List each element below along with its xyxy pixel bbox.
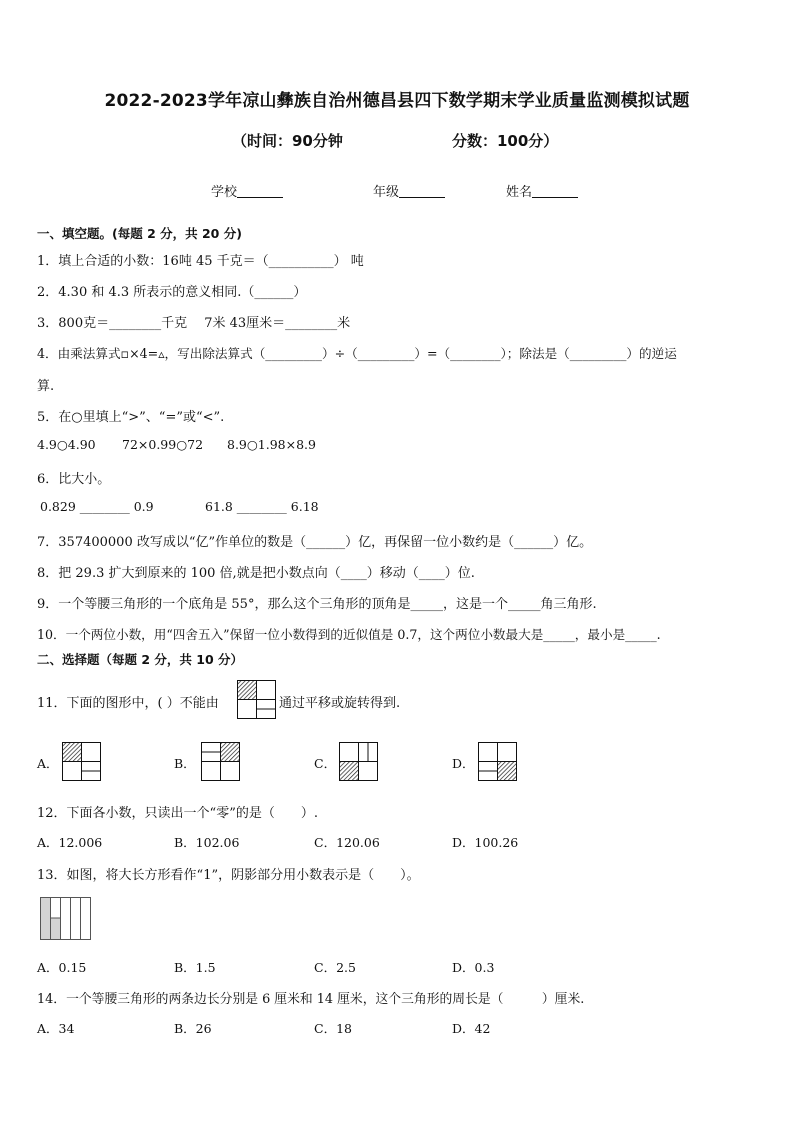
exam-time: （时间：90分钟	[232, 132, 343, 150]
q11-option-b-figure[interactable]	[201, 742, 241, 782]
section-2-heading: 二、选择题（每题 2 分，共 10 分）	[37, 652, 244, 667]
name-blank[interactable]	[532, 184, 578, 198]
grade-field[interactable]	[373, 181, 445, 200]
question-3: 3．800克＝________千克 7米 43厘米＝________米	[37, 316, 351, 331]
q12-option-d[interactable]: D．100.26	[452, 835, 519, 850]
grade-blank[interactable]	[399, 184, 445, 198]
school-blank[interactable]	[237, 184, 283, 198]
q14-option-b[interactable]: B．26	[174, 1021, 212, 1036]
q5-item: 8.9○1.98×8.9	[227, 437, 316, 452]
q11-option-a[interactable]: A．	[37, 756, 59, 771]
q12-option-c[interactable]: C．120.06	[314, 835, 380, 850]
name-field[interactable]	[506, 181, 578, 200]
q11-option-b[interactable]: B．	[174, 756, 196, 771]
section-1-heading: 一、填空题。(每题 2 分，共 20 分)	[37, 226, 242, 241]
q5-item: 4.9○4.90	[37, 437, 96, 452]
q11-option-d[interactable]: D．	[452, 756, 475, 771]
q6-item: 0.829 ________ 0.9	[40, 499, 154, 514]
q13-option-a[interactable]: A．0.15	[37, 960, 87, 975]
school-field[interactable]	[211, 181, 283, 200]
question-7: 7．357400000 改写成以“亿”作单位的数是（______）亿，再保留一位小数约是（______）亿。	[37, 535, 593, 550]
q14-option-d[interactable]: D．42	[452, 1021, 491, 1036]
q6-item: 61.8 ________ 6.18	[205, 499, 319, 514]
question-14: 14．一个等腰三角形的两条边长分别是 6 厘米和 14 厘米，这个三角形的周长是（ ）厘米.	[37, 992, 585, 1007]
q13-option-c[interactable]: C．2.5	[314, 960, 356, 975]
q11-option-c-figure[interactable]	[339, 742, 379, 782]
question-8: 8．把 29.3 扩大到原来的 100 倍,就是把小数点向（____）移动（____）位.	[37, 566, 475, 581]
question-5: 5．在○里填上“>”、“=”或“<”.	[37, 410, 225, 425]
grade-label: 年级	[373, 185, 400, 200]
q11-option-d-figure[interactable]	[478, 742, 518, 782]
q11-option-a-figure[interactable]	[62, 742, 102, 782]
question-11: 11．下面的图形中，( ）不能由	[37, 696, 219, 711]
q12-option-b[interactable]: B．102.06	[174, 835, 240, 850]
q11-reference-figure	[237, 680, 277, 720]
q11-option-c[interactable]: C．	[314, 756, 337, 771]
page-title: 2022-2023学年凉山彝族自治州德昌县四下数学期末学业质量监测模拟试题	[104, 91, 690, 111]
question-11-cont: 通过平移或旋转得到.	[279, 696, 401, 711]
question-4-cont: 算.	[37, 379, 55, 394]
question-6: 6．比大小。	[37, 472, 111, 487]
q12-option-a[interactable]: A．12.006	[37, 835, 103, 850]
question-10: 10．一个两位小数，用“四舍五入”保留一位小数得到的近似值是 0.7，这个两位小数最大是_____，最小是_____.	[37, 627, 661, 642]
question-4: 4．由乘法算式▫×4=▵，写出除法算式（_________）÷（_________）=（________）；除法是（_________）的逆运	[37, 346, 677, 361]
school-label: 学校	[211, 185, 238, 200]
question-9: 9．一个等腰三角形的一个底角是 55°，那么这个三角形的顶角是_____，这是一个_____角三角形.	[37, 597, 597, 612]
exam-score: 分数：100分）	[452, 132, 559, 150]
q5-item: 72×0.99○72	[122, 437, 204, 452]
name-label: 姓名	[506, 185, 533, 200]
q13-option-b[interactable]: B．1.5	[174, 960, 216, 975]
question-13: 13．如图，将大长方形看作“1”，阴影部分用小数表示是（ ）。	[37, 868, 420, 883]
question-1: 1．填上合适的小数：16吨 45 千克＝（__________） 吨	[37, 254, 364, 269]
question-2: 2．4.30 和 4.3 所表示的意义相同.（______）	[37, 285, 307, 300]
q14-option-c[interactable]: C．18	[314, 1021, 352, 1036]
q13-rectangle-figure	[40, 897, 92, 941]
q14-option-a[interactable]: A．34	[37, 1021, 75, 1036]
q13-option-d[interactable]: D．0.3	[452, 960, 495, 975]
question-12: 12．下面各小数，只读出一个“零”的是（ ）.	[37, 806, 318, 821]
